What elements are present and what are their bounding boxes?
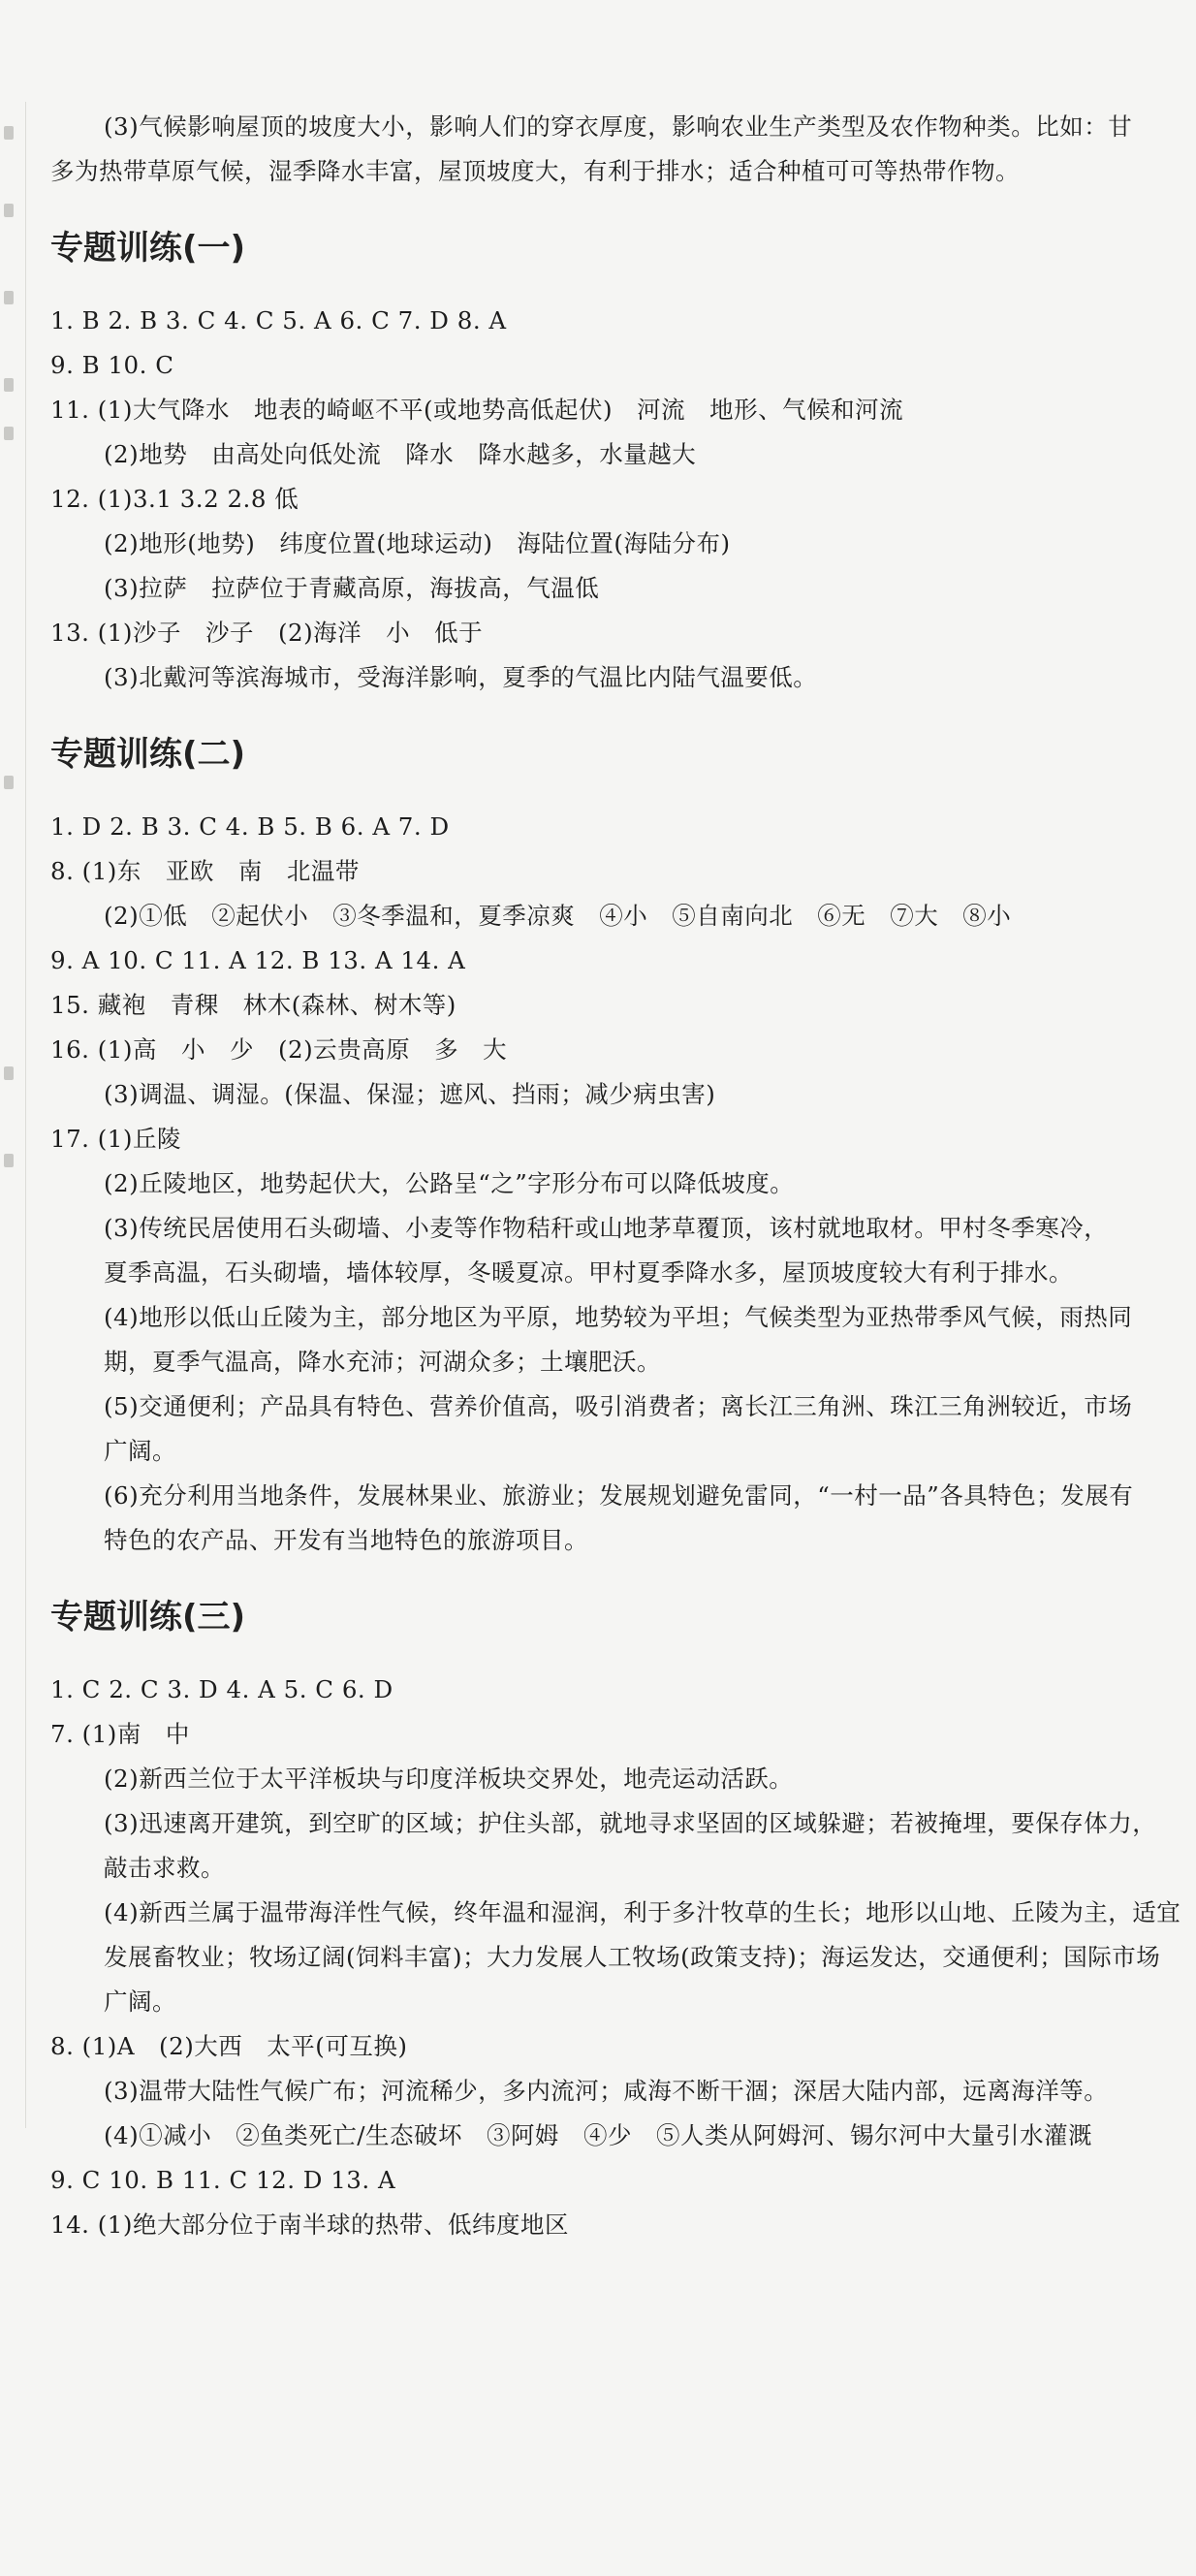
margin-mark (4, 1154, 14, 1167)
answer-line: (5)交通便利；产品具有特色、营养价值高，吸引消费者；离长江三角洲、珠江三角洲较近，市场 (104, 1392, 1133, 1420)
answer-line: 15. 藏袍 青稞 林木(森林、树木等) (50, 991, 456, 1019)
content-column (50, 105, 1181, 2247)
margin-mark (4, 126, 14, 140)
answer-line: 期，夏季气温高，降水充沛；河湖众多；土壤肥沃。 (104, 1348, 661, 1376)
margin-mark (4, 427, 14, 440)
answer-line: (2)地势 由高处向低处流 降水 降水越多，水量越大 (104, 440, 697, 468)
answer-line: (3)传统民居使用石头砌墙、小麦等作物秸秆或山地茅草覆顶，该村就地取材。甲村冬季寒冷， (104, 1214, 1109, 1242)
answer-line: (2)地形(地势) 纬度位置(地球运动) 海陆位置(海陆分布) (104, 529, 731, 557)
margin-mark (4, 1066, 14, 1080)
answer-line: (4)新西兰属于温带海洋性气候，终年温和湿润，利于多汁牧草的生长；地形以山地、丘陵为主，适宜 (104, 1898, 1181, 1926)
answer-line: 1. B 2. B 3. C 4. C 5. A 6. C 7. D 8. A (50, 306, 507, 334)
answer-line: 9. C 10. B 11. C 12. D 13. A (50, 2166, 396, 2194)
answer-line: 11. (1)大气降水 地表的崎岖不平(或地势高低起伏) 河流 地形、气候和河流 (50, 396, 904, 424)
answer-line: 1. D 2. B 3. C 4. B 5. B 6. A 7. D (50, 812, 450, 841)
margin-mark (4, 378, 14, 392)
answer-line: 9. A 10. C 11. A 12. B 13. A 14. A (50, 946, 466, 974)
section-heading: 专题训练(二) (50, 735, 246, 774)
answer-line: (3)温带大陆性气候广布；河流稀少，多内流河；咸海不断干涸；深居大陆内部，远离海洋等。 (104, 2077, 1109, 2105)
answer-line: (2)丘陵地区，地势起伏大，公路呈“之”字形分布可以降低坡度。 (104, 1169, 795, 1197)
answer-line: 17. (1)丘陵 (50, 1125, 181, 1153)
section-heading: 专题训练(一) (50, 229, 246, 268)
answer-line: (3)迅速离开建筑，到空旷的区域；护住头部，就地寻求坚固的区域躲避；若被掩埋，要保存体力， (104, 1809, 1157, 1837)
answer-line: (4)①减小 ②鱼类死亡/生态破坏 ③阿姆 ④少 ⑤人类从阿姆河、锡尔河中大量引水灌溉 (104, 2121, 1092, 2149)
intro-line: (3)气候影响屋顶的坡度大小，影响人们的穿衣厚度，影响农业生产类型及农作物种类。比如：甘 (104, 112, 1133, 141)
answer-line: 9. B 10. C (50, 351, 174, 379)
answer-line: 8. (1)东 亚欧 南 北温带 (50, 857, 360, 885)
margin-mark (4, 776, 14, 789)
section1-answers (50, 299, 1175, 700)
answer-line: (3)拉萨 拉萨位于青藏高原，海拔高，气温低 (104, 574, 600, 602)
answer-line: 广阔。 (104, 1437, 176, 1465)
answer-line: 发展畜牧业；牧场辽阔(饲料丰富)；大力发展人工牧场(政策支持)；海运发达，交通便利；国际市场 (104, 1943, 1161, 1971)
section2-answers (50, 805, 1175, 1563)
answer-line: (6)充分利用当地条件，发展林果业、旅游业；发展规划避免雷同，“一村一品”各具特色；发展有 (104, 1481, 1134, 1510)
answer-line: (4)地形以低山丘陵为主，部分地区为平原，地势较为平坦；气候类型为亚热带季风气候，雨热同 (104, 1303, 1133, 1331)
answer-line: (2)①低 ②起伏小 ③冬季温和，夏季凉爽 ④小 ⑤自南向北 ⑥无 ⑦大 ⑧小 (104, 902, 1012, 930)
section3-answers (50, 1668, 1181, 2247)
answer-line: 16. (1)高 小 少 (2)云贵高原 多 大 (50, 1035, 508, 1064)
answer-line: (3)北戴河等滨海城市，受海洋影响，夏季的气温比内陆气温要低。 (104, 663, 818, 691)
margin-rule (25, 102, 26, 2128)
answer-line: 特色的农产品、开发有当地特色的旅游项目。 (104, 1526, 588, 1554)
margin-mark (4, 204, 14, 217)
margin-mark (4, 291, 14, 304)
answer-line: 夏季高温，石头砌墙，墙体较厚，冬暖夏凉。甲村夏季降水多，屋顶坡度较大有利于排水。 (104, 1258, 1073, 1287)
answer-line: (2)新西兰位于太平洋板块与印度洋板块交界处，地壳运动活跃。 (104, 1765, 794, 1793)
answer-line: 7. (1)南 中 (50, 1720, 190, 1748)
answer-line: 8. (1)A (2)大西 太平(可互换) (50, 2032, 408, 2060)
answer-line: 14. (1)绝大部分位于南半球的热带、低纬度地区 (50, 2210, 569, 2239)
answer-line: 敲击求救。 (104, 1854, 225, 1882)
answer-line: 12. (1)3.1 3.2 2.8 低 (50, 485, 299, 513)
intro-line: 多为热带草原气候，湿季降水丰富，屋顶坡度大，有利于排水；适合种植可可等热带作物。 (50, 157, 1020, 185)
answer-line: 13. (1)沙子 沙子 (2)海洋 小 低于 (50, 619, 484, 647)
binding-margin (0, 107, 21, 2123)
answer-line: 广阔。 (104, 1988, 176, 2016)
section-heading: 专题训练(三) (50, 1598, 246, 1637)
answer-line: 1. C 2. C 3. D 4. A 5. C 6. D (50, 1675, 393, 1703)
answer-line: (3)调温、调湿。(保温、保湿；遮风、挡雨；减少病虫害) (104, 1080, 716, 1108)
